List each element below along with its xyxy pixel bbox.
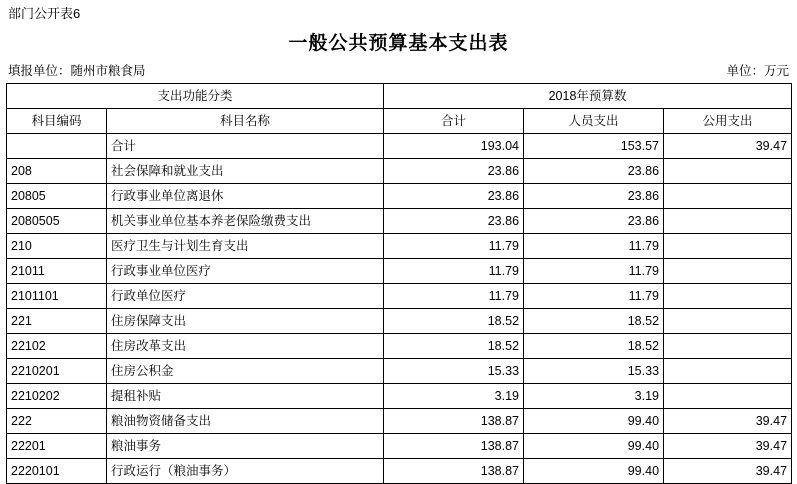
cell-personnel: 23.86 [524, 158, 664, 183]
cell-code: 221 [7, 308, 107, 333]
cell-code: 210 [7, 233, 107, 258]
cell-subject-name: 行政运行（粮油事务） [107, 458, 384, 483]
cell-code: 22102 [7, 333, 107, 358]
cell-code: 2101101 [7, 283, 107, 308]
table-column-header-row [7, 108, 792, 133]
cell-total: 11.79 [384, 233, 524, 258]
cell-public [664, 233, 792, 258]
cell-total: 23.86 [384, 208, 524, 233]
cell-total: 15.33 [384, 358, 524, 383]
cell-total: 3.19 [384, 383, 524, 408]
table-row [7, 283, 792, 308]
table-row [7, 233, 792, 258]
cell-total: 18.52 [384, 333, 524, 358]
cell-total: 193.04 [384, 133, 524, 158]
unit-note: 单位：万元 [726, 63, 789, 78]
table-group-header-row [7, 83, 792, 108]
table-row [7, 383, 792, 408]
table-head [7, 83, 792, 133]
cell-public: 39.47 [664, 133, 792, 158]
cell-subject-name: 住房保障支出 [107, 308, 384, 333]
table-row [7, 208, 792, 233]
reporting-unit-value: 随州市粮食局 [70, 63, 146, 78]
meta-row [6, 61, 791, 83]
cell-public [664, 333, 792, 358]
cell-code: 2210202 [7, 383, 107, 408]
cell-personnel: 99.40 [524, 458, 664, 483]
table-row [7, 258, 792, 283]
group-header-budget-year: 2018年预算数 [384, 83, 792, 108]
cell-subject-name: 粮油物资储备支出 [107, 408, 384, 433]
cell-total: 138.87 [384, 458, 524, 483]
cell-subject-name: 社会保障和就业支出 [107, 158, 384, 183]
cell-code: 2220101 [7, 458, 107, 483]
cell-code: 2080505 [7, 208, 107, 233]
reporting-unit-label: 填报单位： [8, 63, 71, 78]
column-header-personnel: 人员支出 [524, 108, 664, 133]
cell-code: 2210201 [7, 358, 107, 383]
cell-subject-name: 住房改革支出 [107, 333, 384, 358]
budget-table [6, 83, 792, 484]
cell-personnel: 153.57 [524, 133, 664, 158]
cell-personnel: 3.19 [524, 383, 664, 408]
cell-total: 138.87 [384, 408, 524, 433]
cell-subject-name: 住房公积金 [107, 358, 384, 383]
table-row [7, 308, 792, 333]
table-row [7, 183, 792, 208]
cell-subject-name: 医疗卫生与计划生育支出 [107, 233, 384, 258]
cell-public [664, 208, 792, 233]
cell-total: 11.79 [384, 283, 524, 308]
cell-personnel: 18.52 [524, 333, 664, 358]
table-row [7, 133, 792, 158]
cell-total: 138.87 [384, 433, 524, 458]
cell-public [664, 258, 792, 283]
table-row [7, 158, 792, 183]
cell-public: 39.47 [664, 458, 792, 483]
cell-public [664, 183, 792, 208]
cell-code [7, 133, 107, 158]
cell-subject-name: 机关事业单位基本养老保险缴费支出 [107, 208, 384, 233]
reporting-unit [8, 61, 146, 79]
cell-subject-name: 合计 [107, 133, 384, 158]
cell-subject-name: 行政事业单位离退休 [107, 183, 384, 208]
cell-code: 21011 [7, 258, 107, 283]
cell-personnel: 23.86 [524, 208, 664, 233]
cell-subject-name: 行政事业单位医疗 [107, 258, 384, 283]
table-row [7, 458, 792, 483]
cell-personnel: 11.79 [524, 283, 664, 308]
cell-subject-name: 提租补贴 [107, 383, 384, 408]
cell-public: 39.47 [664, 408, 792, 433]
cell-personnel: 18.52 [524, 308, 664, 333]
cell-personnel: 99.40 [524, 433, 664, 458]
cell-code: 22201 [7, 433, 107, 458]
form-code: 部门公开表6 [8, 6, 81, 21]
column-header-total: 合计 [384, 108, 524, 133]
cell-subject-name: 粮油事务 [107, 433, 384, 458]
page-title: 一般公共预算基本支出表 [288, 32, 509, 54]
group-header-function-class: 支出功能分类 [7, 83, 384, 108]
column-header-code: 科目编码 [7, 108, 107, 133]
table-row [7, 408, 792, 433]
cell-total: 11.79 [384, 258, 524, 283]
cell-public [664, 283, 792, 308]
cell-total: 18.52 [384, 308, 524, 333]
cell-personnel: 99.40 [524, 408, 664, 433]
table-row [7, 433, 792, 458]
column-header-public: 公用支出 [664, 108, 792, 133]
cell-code: 208 [7, 158, 107, 183]
cell-code: 222 [7, 408, 107, 433]
table-body [7, 133, 792, 483]
cell-public [664, 383, 792, 408]
cell-public [664, 308, 792, 333]
cell-code: 20805 [7, 183, 107, 208]
cell-personnel: 11.79 [524, 258, 664, 283]
cell-subject-name: 行政单位医疗 [107, 283, 384, 308]
cell-personnel: 11.79 [524, 233, 664, 258]
column-header-name: 科目名称 [107, 108, 384, 133]
cell-personnel: 15.33 [524, 358, 664, 383]
table-row [7, 333, 792, 358]
table-row [7, 358, 792, 383]
cell-public [664, 158, 792, 183]
cell-personnel: 23.86 [524, 183, 664, 208]
cell-public: 39.47 [664, 433, 792, 458]
cell-total: 23.86 [384, 183, 524, 208]
cell-public [664, 358, 792, 383]
cell-total: 23.86 [384, 158, 524, 183]
